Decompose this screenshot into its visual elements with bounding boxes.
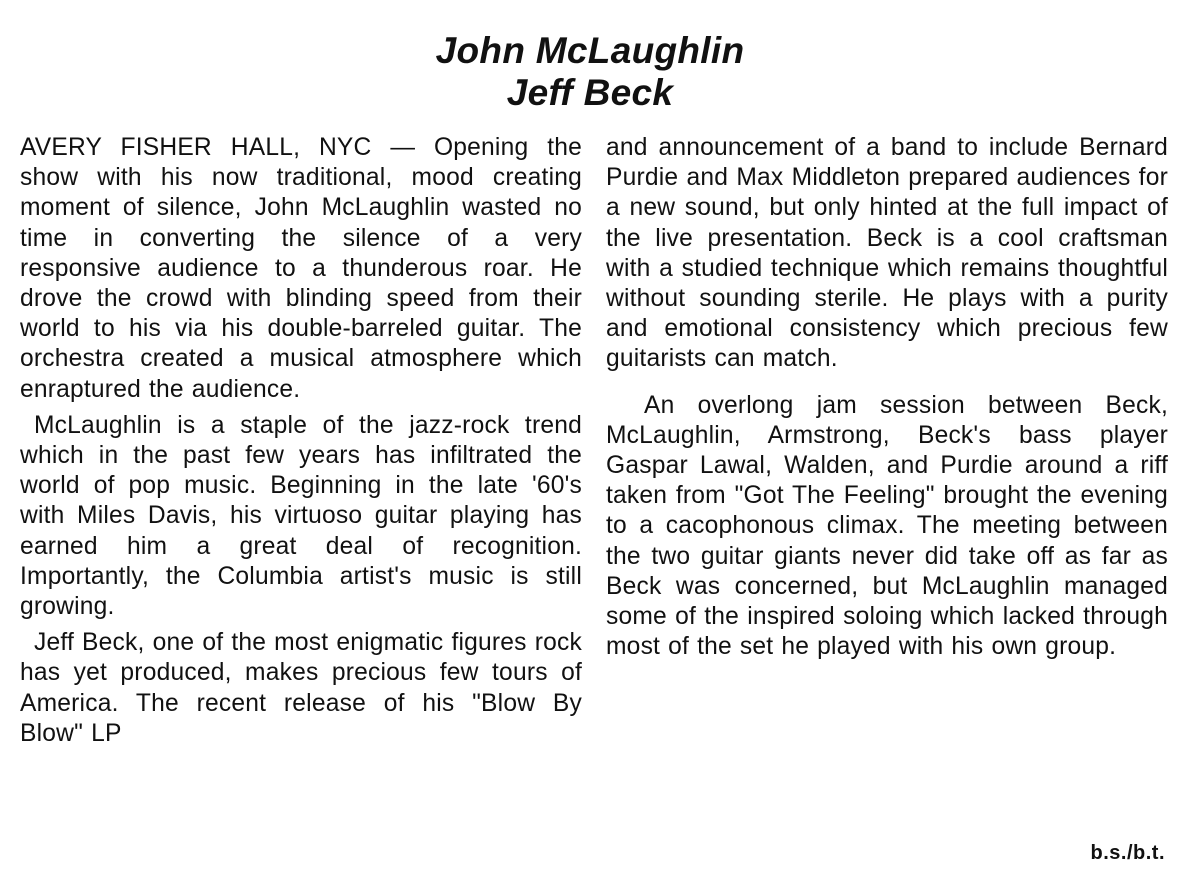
article-title <box>0 30 1180 114</box>
paragraph-jam-session: An overlong jam session between Beck, McLaughlin, Armstrong, Beck's bass player Gaspar Lawal, Walden, and Purdie around a riff taken from "Got The Feeling" brought the evening to a cacophonous climax. The meeting between the two guitar giants never did take off as far as Beck was concerned, but McLaughlin managed some of the inspired soloing which lacked through most of the set he played with his own group. <box>606 391 1168 661</box>
left-column <box>20 133 582 749</box>
byline: b.s./b.t. <box>1090 842 1165 864</box>
headline-artist-2: Jeff Beck <box>506 72 674 113</box>
paragraph-beck-intro: Jeff Beck, one of the most enigmatic figures rock has yet produced, makes precious few tours of America. The recent release of his "Blow By Blow" LP <box>20 629 582 747</box>
paragraph-opening: AVERY FISHER HALL, NYC — Opening the show with his now traditional, mood creating moment of silence, John McLaughlin wasted no time in converting the silence of a very responsive audience to a thunderous roar. He drove the crowd with blinding speed from their world to his via his double-barreled guitar. The orchestra created a musical atmosphere which enraptured the audience. <box>20 134 582 403</box>
paragraph-beck-continued: and announcement of a band to include Bernard Purdie and Max Middleton prepared audiences for a new sound, but only hinted at the full impact of the live presentation. Beck is a cool craftsman with a studied technique which remains thoughtful without sounding sterile. He plays with a purity and emotional consistency which precious few guitarists can match. <box>606 134 1168 373</box>
paragraph-mclaughlin: McLaughlin is a staple of the jazz-rock trend which in the past few years has infiltrated the world of pop music. Beginning in the late '60's with Miles Davis, his virtuoso guitar playing has earned him a great deal of recognition. Importantly, the Columbia artist's music is still growing. <box>20 411 582 621</box>
headline-artist-1: John McLaughlin <box>435 30 745 71</box>
right-column <box>606 133 1168 662</box>
